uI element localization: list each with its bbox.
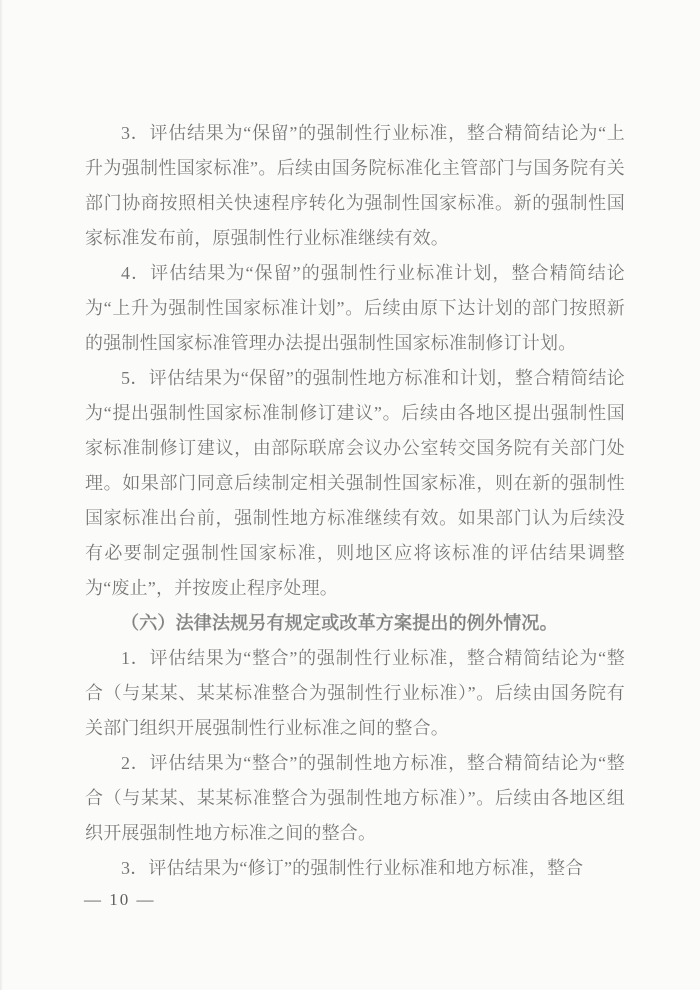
document-body xyxy=(85,116,625,886)
paragraph-merge-industry-standard: 1．评估结果为“整合”的强制性行业标准，整合精简结论为“整合（与某某、某某标准整合为强制性行业标准）”。后续由国务院有关部门组织开展强制性行业标准之间的整合。 xyxy=(85,648,625,738)
paragraph-retain-industry-standard-plan: 4．评估结果为“保留”的强制性行业标准计划，整合精简结论为“上升为强制性国家标准计划”。后续由原下达计划的部门按照新的强制性国家标准管理办法提出强制性国家标准制修订计划。 xyxy=(85,263,625,353)
paragraph-retain-local-standard: 5．评估结果为“保留”的强制性地方标准和计划，整合精简结论为“提出强制性国家标准制修订建议”。后续由各地区提出强制性国家标准制修订建议，由部际联席会议办公室转交国务院有关部门处理。如果部门同意后续制定相关强制性国家标准，则在新的强制性国家标准出台前，强制性地方标准继续有效。如果部门认为后续没有必要制定强制性国家标准，则地区应将该标准的评估结果调整为“废止”，并按废止程序处理。 xyxy=(85,368,625,598)
paragraph-retain-industry-standard: 3．评估结果为“保留”的强制性行业标准，整合精简结论为“上升为强制性国家标准”。后续由国务院标准化主管部门与国务院有关部门协商按照相关快速程序转化为强制性国家标准。新的强制性国家标准发布前，原强制性行业标准继续有效。 xyxy=(85,123,625,248)
paragraph-revise-standards-partial: 3．评估结果为“修订”的强制性行业标准和地方标准，整合 xyxy=(121,858,584,878)
paragraph-merge-local-standard: 2．评估结果为“整合”的强制性地方标准，整合精简结论为“整合（与某某、某某标准整合为强制性地方标准）”。后续由各地区组织开展强制性地方标准之间的整合。 xyxy=(85,753,625,843)
page-number: — 10 — xyxy=(84,890,156,909)
section-heading-exceptions: （六）法律法规另有规定或改革方案提出的例外情况。 xyxy=(121,613,558,633)
